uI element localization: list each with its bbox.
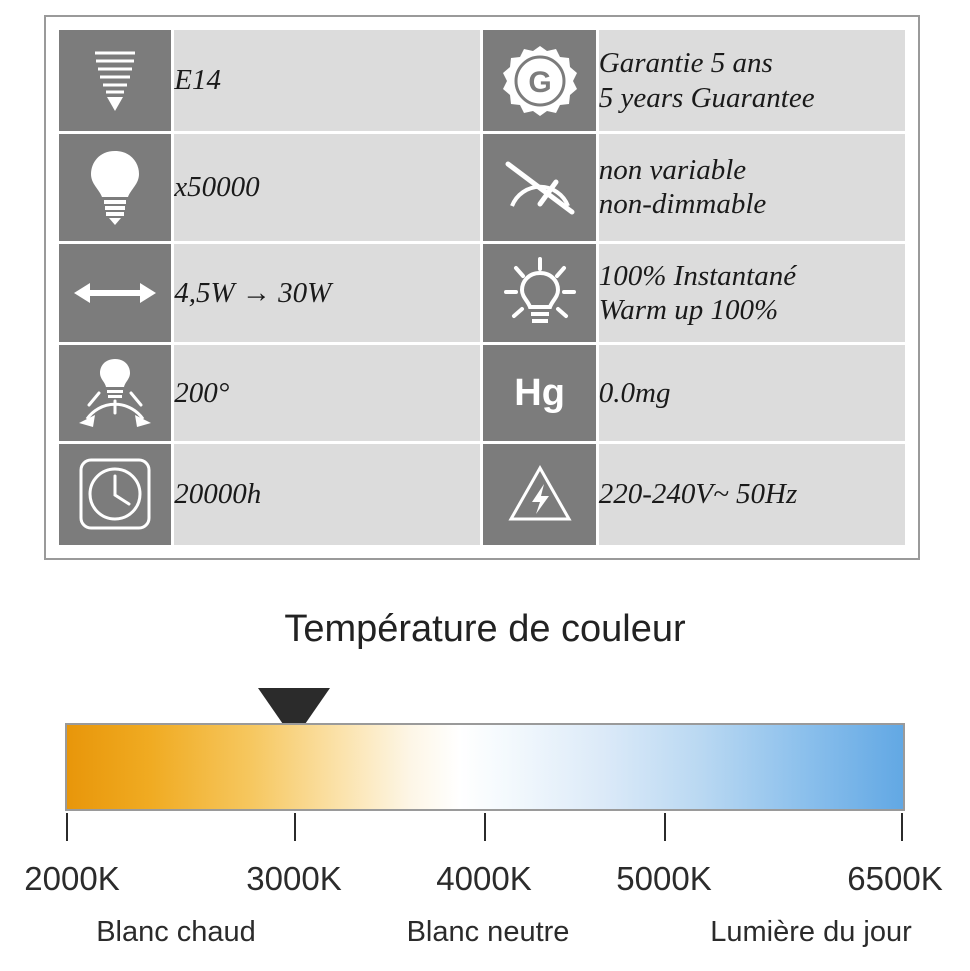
double-arrow-icon — [59, 244, 171, 342]
spec-value-mercury-text: 0.0mg — [598, 376, 671, 409]
spec-value-guarantee — [599, 30, 905, 131]
tick-mark — [901, 813, 903, 841]
tick-label-4000k: 4000K — [436, 860, 532, 897]
zone-label-daylight: Lumière du jour — [710, 916, 912, 948]
light-bulb-icon — [59, 134, 171, 240]
beam-angle-icon — [59, 345, 171, 441]
spec-value-warmup-en: Warm up 100% — [598, 293, 779, 326]
tick-label-3000k: 3000K — [246, 860, 342, 897]
zone-label-neutral-white: Blanc neutre — [406, 916, 570, 948]
spec-value-beam-angle-text: 200° — [174, 376, 230, 409]
color-temperature-gradient-bar — [65, 723, 905, 811]
mercury-icon — [483, 345, 595, 441]
table-row — [59, 30, 905, 131]
tick-mark — [664, 813, 666, 841]
spec-value-lifetime — [174, 444, 480, 545]
spec-value-lifetime-text: 20000h — [174, 478, 262, 511]
tick-mark — [294, 813, 296, 841]
table-row — [59, 444, 905, 545]
clock-icon — [59, 444, 171, 545]
tick-mark — [484, 813, 486, 841]
spec-value-dimming — [599, 134, 905, 240]
tick-mark — [66, 813, 68, 841]
tick-label-6500k: 6500K — [847, 860, 943, 897]
spec-value-dimming-fr: non variable — [598, 154, 747, 187]
e14-screw-base-icon — [59, 30, 171, 131]
guarantee-seal-letter: G — [527, 65, 552, 99]
tick-label-5000k: 5000K — [616, 860, 712, 897]
spec-value-beam-angle — [174, 345, 480, 441]
spec-value-power — [174, 244, 480, 342]
table-row — [59, 134, 905, 240]
guarantee-seal-icon — [483, 30, 595, 131]
spec-value-base — [174, 30, 480, 131]
spec-value-power-text: 4,5W → 30W — [174, 276, 332, 309]
spec-table-panel — [44, 15, 920, 560]
spec-value-switching-cycles — [174, 134, 480, 240]
non-dimmable-icon — [483, 134, 595, 240]
spec-value-mercury — [599, 345, 905, 441]
table-row — [59, 345, 905, 441]
spec-value-warmup — [599, 244, 905, 342]
spec-value-voltage-text: 220-240V~ 50Hz — [598, 478, 798, 511]
table-row — [59, 244, 905, 342]
spec-value-voltage — [599, 444, 905, 545]
zone-label-warm-white: Blanc chaud — [96, 916, 256, 948]
instant-light-bulb-icon — [483, 244, 595, 342]
spec-value-guarantee-en: 5 years Guarantee — [598, 81, 815, 114]
high-voltage-icon — [483, 444, 595, 545]
mercury-symbol-text: Hg — [514, 371, 565, 414]
tick-label-2000k: 2000K — [24, 860, 120, 897]
spec-value-dimming-en: non-dimmable — [598, 188, 767, 221]
spec-table — [56, 27, 908, 548]
spec-value-switching-cycles-text: x50000 — [174, 171, 260, 204]
spec-value-guarantee-fr: Garantie 5 ans — [598, 47, 773, 80]
spec-value-base-text: E14 — [174, 64, 221, 97]
spec-value-warmup-fr: 100% Instantané — [598, 259, 797, 292]
color-temperature-title: Température de couleur — [284, 608, 686, 650]
